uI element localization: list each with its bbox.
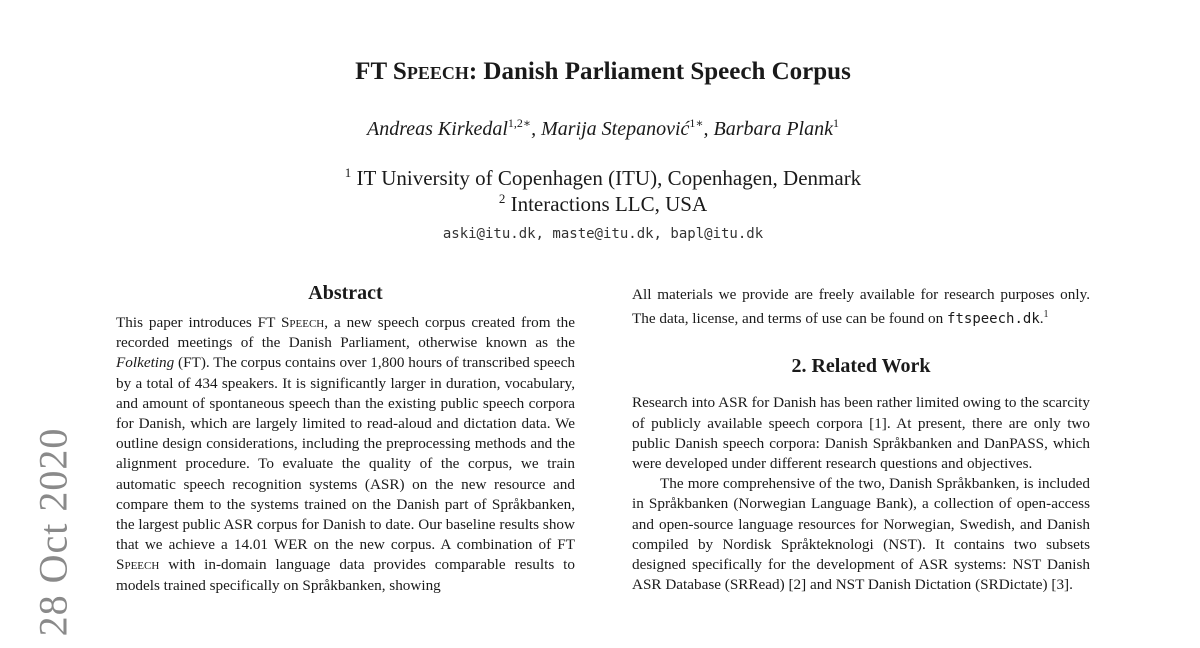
affiliation-marker: 2 xyxy=(498,191,506,206)
abstract-body xyxy=(116,313,575,596)
arxiv-date-stamp xyxy=(28,412,78,648)
title-small-caps: Speech xyxy=(392,58,469,85)
title-suffix: : Danish Parliament Speech Corpus xyxy=(468,58,851,85)
affiliation xyxy=(0,192,1200,217)
title-prefix: FT xyxy=(355,58,393,85)
right-column xyxy=(632,285,1090,596)
related-work-paragraph: Research into ASR for Danish has been rather limited owing to the scarcity of publicly available speech corpora [1]. At present, there are only two public Danish speech corpora: Danish Språkbanken and DanPASS, which were developed under different research questions and objectives. xyxy=(632,394,1090,473)
abstract-text: with in-domain language data provides comparable results to models trained specifically on Språkbanken, showing xyxy=(116,556,575,594)
abstract-paragraph xyxy=(116,313,575,596)
author-name: Marija Stepanović xyxy=(541,118,690,140)
left-column xyxy=(116,281,575,596)
affiliation-text: Interactions LLC, USA xyxy=(510,192,708,216)
abstract-heading: Abstract xyxy=(308,282,383,304)
affiliation-text: IT University of Copenhagen (ITU), Copenhagen, Denmark xyxy=(356,166,862,190)
affiliation xyxy=(0,166,1200,191)
abstract-text: This paper introduces FT xyxy=(116,314,281,331)
website-link[interactable]: ftspeech.dk xyxy=(947,311,1040,328)
availability-text: All materials we provide are freely available for research purposes only. The data, license, and terms of use can be found on xyxy=(632,286,1090,328)
paper-title xyxy=(0,58,1200,86)
abstract-italic: Folketing xyxy=(116,354,175,372)
author-affiliation-marker: 1∗ xyxy=(689,116,704,130)
arxiv-date-text: 28 Oct 2020 xyxy=(30,427,76,637)
abstract-small-caps: Speech xyxy=(280,314,325,331)
author-name: Andreas Kirkedal xyxy=(367,118,508,140)
footnote-marker: 1 xyxy=(1043,309,1049,321)
section-heading: 2. Related Work xyxy=(791,355,931,378)
author-affiliation-marker: 1,2∗ xyxy=(507,116,532,130)
related-work-paragraph: The more comprehensive of the two, Danish Språkbanken, is included in Språkbanken (Norwegian Language Bank), a collection of open-access and open-source language resources for Norwegian, Swedish, and Danish compiled by Nordisk Språkteknologi (NST). It contains two subsets designed specifically for the development of ASR systems: NST Danish ASR Database (SRRead) [2] and NST Danish Dictation (SRDictate) [3]. xyxy=(632,475,1090,594)
abstract-text: , a new speech corpus created from the recorded meetings of the Danish Parliament, otherwise known as the xyxy=(116,314,575,352)
author-affiliation-marker: 1 xyxy=(832,116,839,130)
availability-paragraph: All materials we provide are freely available for research purposes only. The data, license, and terms of use can be found on ftspeech.dk.$^1$ xyxy=(632,286,1090,328)
author-name: Barbara Plank xyxy=(713,118,833,140)
affiliation-marker: 1 xyxy=(344,165,352,180)
abstract-text: (FT). The corpus contains over 1,800 hours of transcribed speech by a total of 434 speakers. It is significantly larger in duration, vocabulary, and amount of spontaneous speech than the existing public speech corpora for Danish, which are largely limited to read-aloud and dictation data. We outline design considerations, including the preprocessing methods and the alignment procedure. To evaluate the quality of the corpus, we train automatic speech recognition systems (ASR) on the new resource and compare them to the systems trained on the Danish part of Språkbanken, the largest public ASR corpus for Danish to date. Our baseline results show that we achieve a 14.01 WER on the new corpus. A combination of FT xyxy=(116,354,575,554)
author-list: Andreas Kirkedal$^{1,2∗}$, Marija Stepanović$^{1∗}$, Barbara Plank$^1$ xyxy=(367,116,839,140)
author-emails: aski@itu.dk, maste@itu.dk, bapl@itu.dk xyxy=(442,226,764,242)
abstract-small-caps: Speech xyxy=(116,556,160,574)
